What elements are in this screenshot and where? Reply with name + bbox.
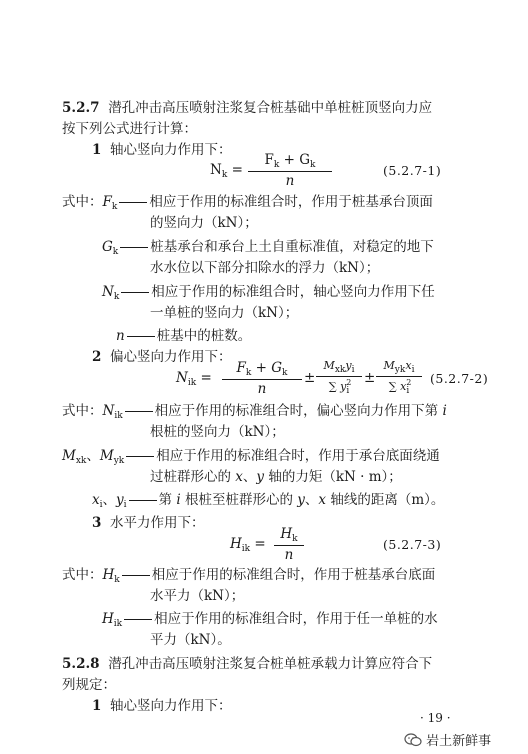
definition-row: 式中：$N_{ik}$ 相应于作用的标准组合时，偏心竖向力作用下第 i — [62, 403, 447, 421]
equation-fraction: $M_{yk}x_i$ ∑ $x^2_i$ — [376, 359, 422, 396]
equation-number: (5.2.7-3) — [383, 537, 442, 552]
definition-continuation: 一单桩的竖向力（kN）； — [150, 305, 299, 321]
section-number: 5.2.7 — [62, 100, 100, 116]
section-title-line2: 列规定： — [62, 677, 116, 693]
definition-continuation: 过桩群形心的 x、y 轴的力矩（kN · m）； — [150, 469, 402, 485]
watermark-text: 岩土新鲜事 — [426, 734, 492, 749]
plus-minus-sign: ± — [364, 370, 376, 386]
list-item-3: 3 水平力作用下： — [92, 515, 205, 531]
definition-continuation: 平力（kN）。 — [150, 632, 231, 648]
page-number: · 19 · — [420, 711, 451, 725]
definition-row: n 桩基中的桩数。 — [116, 328, 252, 344]
list-item-1 — [92, 138, 232, 158]
definition-continuation: 水平力（kN）； — [150, 588, 245, 604]
equation-fraction: $\frac{H_k}{n}$ — [274, 526, 304, 563]
section-title-line2: 按下列公式进行计算： — [62, 121, 197, 137]
item-number: 1 — [92, 142, 102, 158]
watermark — [404, 730, 491, 749]
section-5-2-8-heading: 5.2.8 潜孔冲击高压喷射注浆复合桩单桩承载力计算应符合下 — [62, 656, 433, 672]
definition-row: 式中：$H_k$ 相应于作用的标准组合时，作用于桩基承台底面 — [62, 567, 436, 585]
equation-number: (5.2.7-2) — [430, 371, 489, 386]
equation-fraction: $\frac{F_k + G_k}{n}$ — [222, 360, 302, 397]
equation-fraction: $M_{xk}y_i$ ∑ $y^2_i$ — [316, 359, 362, 396]
equation-lhs: $H_{ik}$ = — [230, 536, 266, 554]
wechat-icon — [404, 733, 422, 747]
definition-continuation: 的竖向力（kN）； — [150, 215, 258, 231]
item-text: 轴心竖向力作用下： — [110, 142, 232, 158]
definition-continuation: 水水位以下部分扣除水的浮力（kN）； — [150, 260, 380, 276]
plus-minus-sign: ± — [304, 370, 316, 386]
definition-row: 式中：$F_k$ 相应于作用的标准组合时，作用于桩基承台顶面 — [62, 194, 433, 212]
definition-row: $x_i$、$y_i$ 第 i 根桩至桩群形心的 y、x 轴线的距离（m）。 — [92, 492, 445, 510]
definition-row: $N_k$ 相应于作用的标准组合时，轴心竖向力作用下任 — [102, 284, 435, 302]
equation-number: (5.2.7-1) — [383, 163, 442, 178]
list-item-1: 1 轴心竖向力作用下： — [92, 698, 232, 714]
section-title-line1: 潜孔冲击高压喷射注浆复合桩基础中单桩桩顶竖向力应 — [108, 100, 433, 116]
equation-fraction: $\frac{F_k + G_k}{n}$ — [248, 152, 332, 189]
definition-continuation: 根桩的竖向力（kN）； — [150, 424, 285, 440]
definition-row: $M_{xk}$、$M_{yk}$ 相应于作用的标准组合时，作用于承台底面绕通 — [62, 448, 440, 466]
definition-row: $G_k$ 桩基承台和承台上土自重标准值，对稳定的地下 — [102, 239, 434, 257]
list-item-2: 2 偏心竖向力作用下： — [92, 349, 232, 365]
definition-row: $H_{ik}$ 相应于作用的标准组合时，作用于任一单桩的水 — [102, 611, 438, 629]
equation-lhs: $N_k$ = — [210, 162, 243, 180]
section-5-2-7-heading — [62, 96, 432, 116]
equation-lhs: $N_{ik}$ = — [176, 370, 212, 388]
